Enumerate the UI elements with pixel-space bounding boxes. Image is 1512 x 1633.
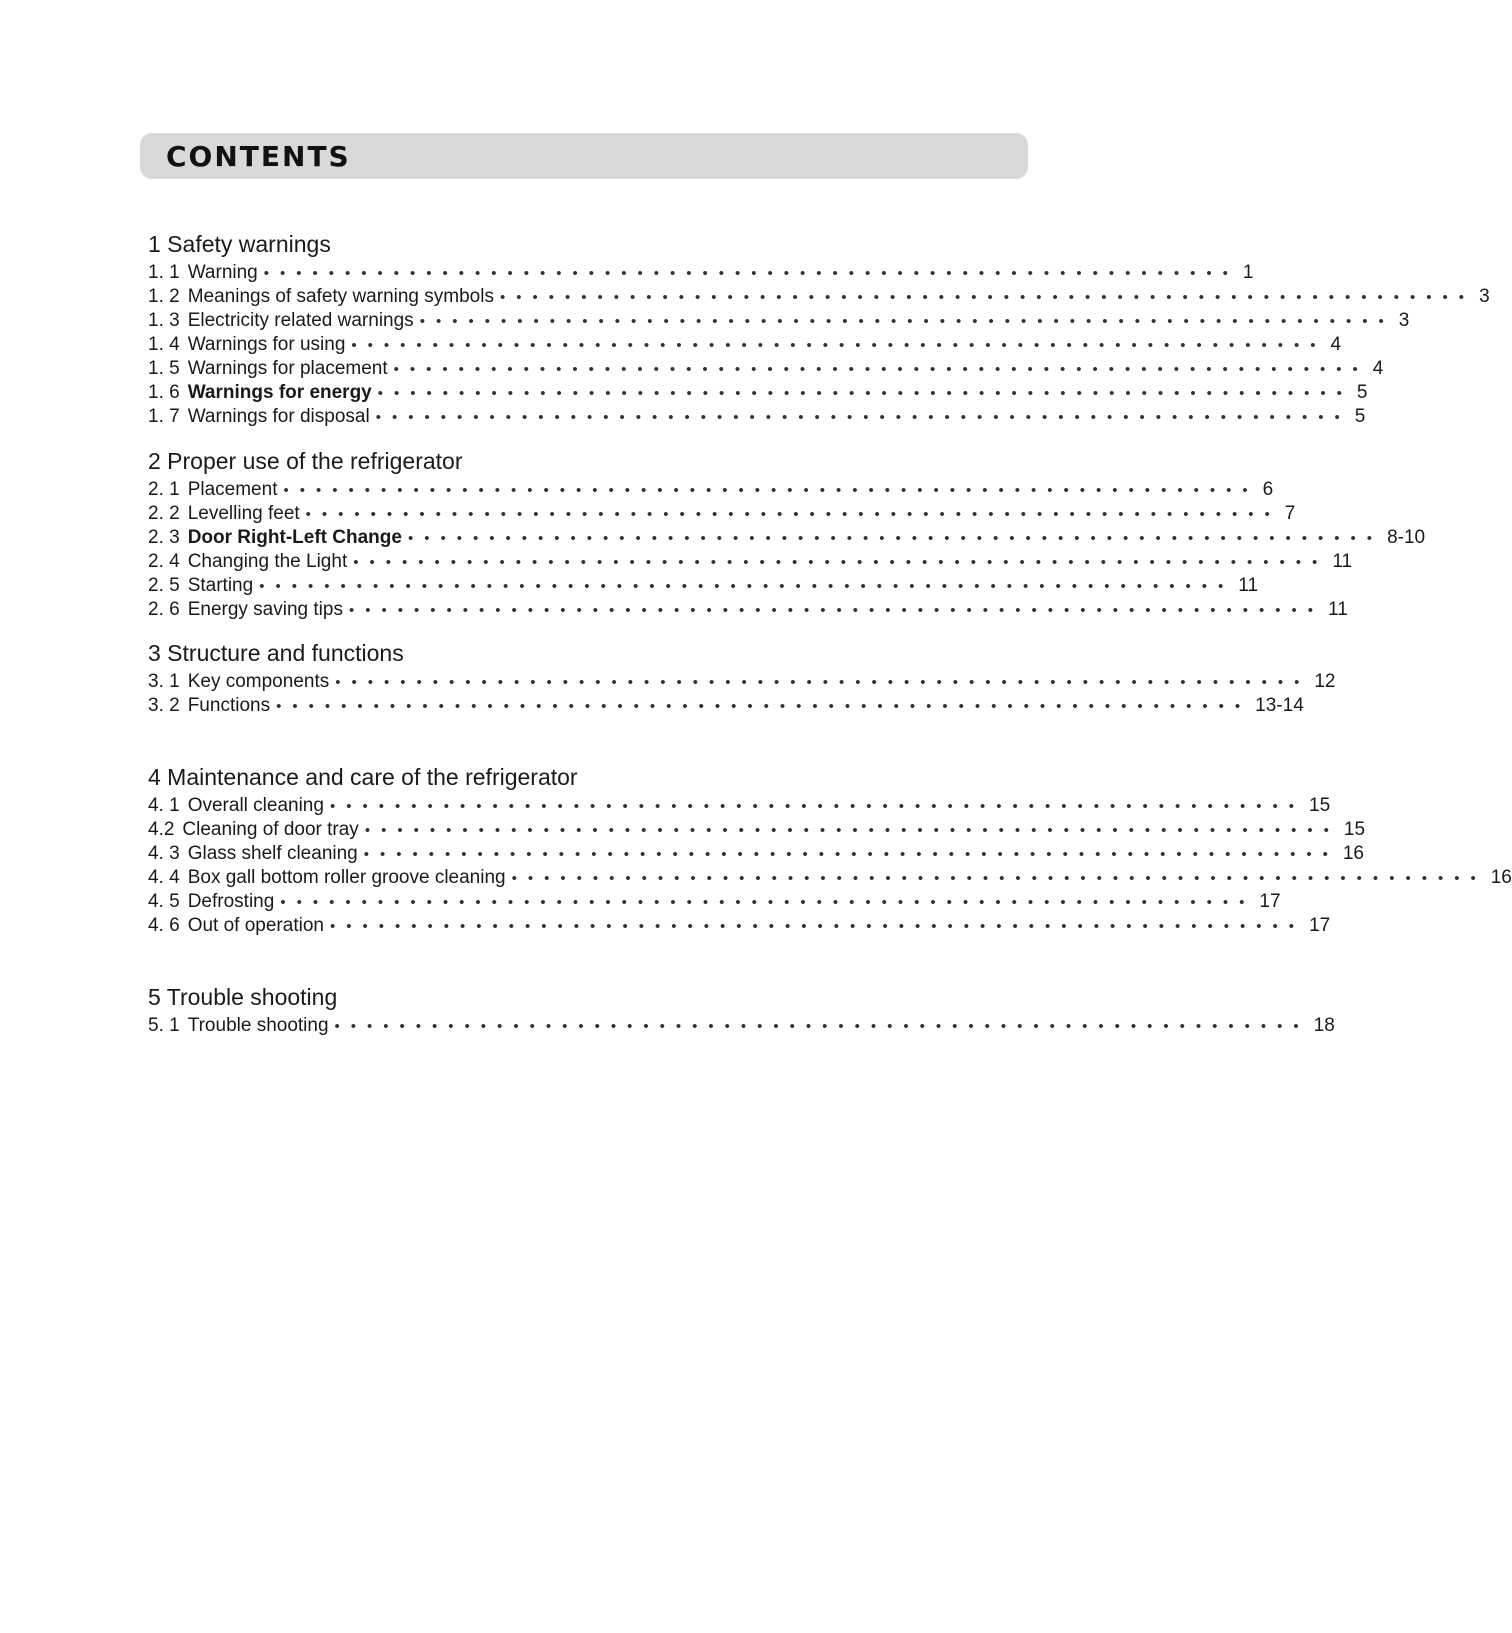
toc-entry[interactable] — [148, 670, 1336, 694]
entry-number: 2. 4 — [148, 551, 180, 572]
entry-page: 6 — [1262, 479, 1274, 500]
entry-label: Placement — [187, 479, 278, 500]
dot-leader: •••••••••••••••••••••••••••••••••••••••••••••••••••••••••••• — [329, 798, 1306, 815]
entry-label: Levelling feet — [187, 503, 300, 524]
toc-entry[interactable] — [148, 381, 1368, 405]
entry-page: 13-14 — [1255, 695, 1304, 716]
entry-page: 11 — [1332, 551, 1353, 572]
entry-number: 1. 1 — [148, 262, 180, 283]
toc-entry[interactable] — [148, 694, 1304, 718]
dot-leader: •••••••••••••••••••••••••••••••••••••••••••••••••••••••••••• — [334, 1018, 1310, 1035]
entry-page: 5 — [1354, 406, 1366, 427]
entry-number: 4. 1 — [148, 795, 180, 816]
dot-leader: •••••••••••••••••••••••••••••••••••••••••••••••••••••••••••• — [259, 578, 1235, 595]
entry-number: 1. 5 — [148, 358, 180, 379]
entry-number: 2. 5 — [148, 575, 180, 596]
entry-number: 2. 3 — [148, 527, 180, 548]
entry-label: Overall cleaning — [187, 795, 324, 816]
dot-leader: •••••••••••••••••••••••••••••••••••••••••••••••••••••••••••• — [407, 530, 1384, 547]
dot-leader: •••••••••••••••••••••••••••••••••••••••••••••••••••••••••••• — [363, 846, 1339, 863]
toc-entry[interactable] — [148, 1014, 1335, 1038]
toc-entry[interactable] — [148, 309, 1410, 333]
entry-label: Door Right-Left Change — [187, 527, 402, 548]
entry-number: 3. 2 — [148, 695, 180, 716]
dot-leader: •••••••••••••••••••••••••••••••••••••••••••••••••••••••••••• — [348, 602, 1325, 619]
toc-section-2 — [148, 446, 1426, 622]
entry-label: Out of operation — [187, 915, 324, 936]
entry-label: Warnings for energy — [187, 382, 372, 403]
entry-number: 4.2 — [148, 819, 175, 840]
entry-label: Key components — [187, 671, 330, 692]
entry-page: 7 — [1284, 503, 1296, 524]
entry-page: 18 — [1313, 1015, 1335, 1036]
section-title: 2 Proper use of the refrigerator — [148, 448, 463, 474]
dot-leader: •••••••••••••••••••••••••••••••••••••••••••••••••••••••••••• — [280, 894, 1256, 911]
dot-leader: •••••••••••••••••••••••••••••••••••••••••••••••••••••••••••• — [511, 870, 1487, 887]
dot-leader: •••••••••••••••••••••••••••••••••••••••••••••••••••••••••••• — [419, 313, 1395, 330]
dot-leader: •••••••••••••••••••••••••••••••••••••••••••••••••••••••••••• — [377, 385, 1353, 402]
entry-label: Trouble shooting — [187, 1015, 329, 1036]
entry-number: 1. 6 — [148, 382, 180, 403]
entry-page: 3 — [1479, 286, 1490, 307]
entry-label: Box gall bottom roller groove cleaning — [187, 867, 506, 888]
entry-number: 2. 2 — [148, 503, 180, 524]
dot-leader: •••••••••••••••••••••••••••••••••••••••••••••••••••••••••••• — [393, 361, 1369, 378]
entry-number: 3. 1 — [148, 671, 180, 692]
dot-leader: •••••••••••••••••••••••••••••••••••••••••••••••••••••••••••• — [305, 506, 1281, 523]
entry-page: 3 — [1398, 310, 1410, 331]
entry-page: 4 — [1330, 334, 1342, 355]
entry-number: 4. 5 — [148, 891, 180, 912]
entry-label: Warnings for using — [187, 334, 346, 355]
entry-page: 17 — [1259, 891, 1281, 912]
dot-leader: •••••••••••••••••••••••••••••••••••••••••••••••••••••••••••• — [335, 674, 1311, 691]
toc-entry[interactable] — [148, 842, 1364, 866]
entry-number: 1. 2 — [148, 286, 180, 307]
toc-entry[interactable] — [148, 526, 1426, 550]
dot-leader: •••••••••••••••••••••••••••••••••••••••••••••••••••••••••••• — [263, 265, 1239, 282]
toc-section-4 — [148, 762, 1512, 938]
entry-label: Cleaning of door tray — [182, 819, 359, 840]
entry-page: 16 — [1490, 867, 1512, 888]
entry-number: 1. 3 — [148, 310, 180, 331]
entry-label: Changing the Light — [187, 551, 348, 572]
dot-leader: •••••••••••••••••••••••••••••••••••••••••••••••••••••••••••• — [283, 482, 1259, 499]
section-title: 4 Maintenance and care of the refrigerator — [148, 764, 578, 790]
entry-number: 4. 4 — [148, 867, 180, 888]
entry-number: 2. 1 — [148, 479, 180, 500]
toc-entry[interactable] — [148, 866, 1512, 890]
dot-leader: •••••••••••••••••••••••••••••••••••••••••••••••••••••••••••• — [276, 698, 1252, 715]
entry-page: 5 — [1356, 382, 1368, 403]
entry-page: 17 — [1309, 915, 1331, 936]
entry-label: Meanings of safety warning symbols — [187, 286, 494, 307]
toc-entry[interactable] — [148, 914, 1331, 938]
entry-label: Warnings for placement — [187, 358, 388, 379]
toc-entry[interactable] — [148, 333, 1342, 357]
entry-number: 1. 7 — [148, 406, 180, 427]
entry-page: 15 — [1343, 819, 1366, 840]
entry-page: 15 — [1309, 795, 1331, 816]
toc-entry[interactable] — [148, 550, 1353, 574]
dot-leader: •••••••••••••••••••••••••••••••••••••••••••••••••••••••••••• — [364, 822, 1340, 839]
entry-label: Warnings for disposal — [187, 406, 370, 427]
toc-entry[interactable] — [148, 890, 1281, 914]
toc-entry[interactable] — [148, 598, 1348, 622]
dot-leader: •••••••••••••••••••••••••••••••••••••••••••••••••••••••••••• — [353, 554, 1329, 571]
toc-entry[interactable] — [148, 502, 1296, 526]
entry-page: 11 — [1328, 599, 1348, 620]
toc-entry[interactable] — [148, 794, 1331, 818]
entry-label: Starting — [187, 575, 254, 596]
toc-entry[interactable] — [148, 405, 1366, 429]
entry-label: Glass shelf cleaning — [187, 843, 358, 864]
entry-label: Defrosting — [187, 891, 275, 912]
toc-entry[interactable] — [148, 357, 1384, 381]
entry-page: 1 — [1242, 262, 1254, 283]
entry-label: Energy saving tips — [187, 599, 343, 620]
toc-section-1 — [148, 229, 1490, 429]
entry-number: 2. 6 — [148, 599, 180, 620]
toc-section-5 — [148, 982, 1335, 1038]
entry-page: 12 — [1314, 671, 1336, 692]
entry-page: 4 — [1372, 358, 1384, 379]
section-title: 3 Structure and functions — [148, 640, 404, 666]
entry-number: 1. 4 — [148, 334, 180, 355]
toc-entry[interactable] — [148, 285, 1490, 309]
toc-entry[interactable] — [148, 818, 1366, 842]
page-title: CONTENTS — [166, 139, 351, 173]
entry-page: 16 — [1342, 843, 1364, 864]
entry-page: 11 — [1238, 575, 1259, 596]
dot-leader: •••••••••••••••••••••••••••••••••••••••••••••••••••••••••••• — [499, 289, 1476, 306]
toc-entry[interactable] — [148, 261, 1254, 285]
toc-section-3 — [148, 638, 1336, 718]
contents-header-bar — [140, 133, 1028, 179]
toc-entry[interactable] — [148, 574, 1259, 598]
entry-page: 8-10 — [1387, 527, 1426, 548]
entry-label: Electricity related warnings — [187, 310, 414, 331]
dot-leader: •••••••••••••••••••••••••••••••••••••••••••••••••••••••••••• — [329, 918, 1306, 935]
section-title: 5 Trouble shooting — [148, 984, 338, 1010]
dot-leader: •••••••••••••••••••••••••••••••••••••••••••••••••••••••••••• — [351, 337, 1327, 354]
entry-number: 5. 1 — [148, 1015, 180, 1036]
entry-label: Functions — [187, 695, 271, 716]
toc-entry[interactable] — [148, 478, 1274, 502]
dot-leader: •••••••••••••••••••••••••••••••••••••••••••••••••••••••••••• — [375, 409, 1351, 426]
section-title: 1 Safety warnings — [148, 231, 331, 257]
entry-number: 4. 3 — [148, 843, 180, 864]
entry-number: 4. 6 — [148, 915, 180, 936]
entry-label: Warning — [187, 262, 258, 283]
